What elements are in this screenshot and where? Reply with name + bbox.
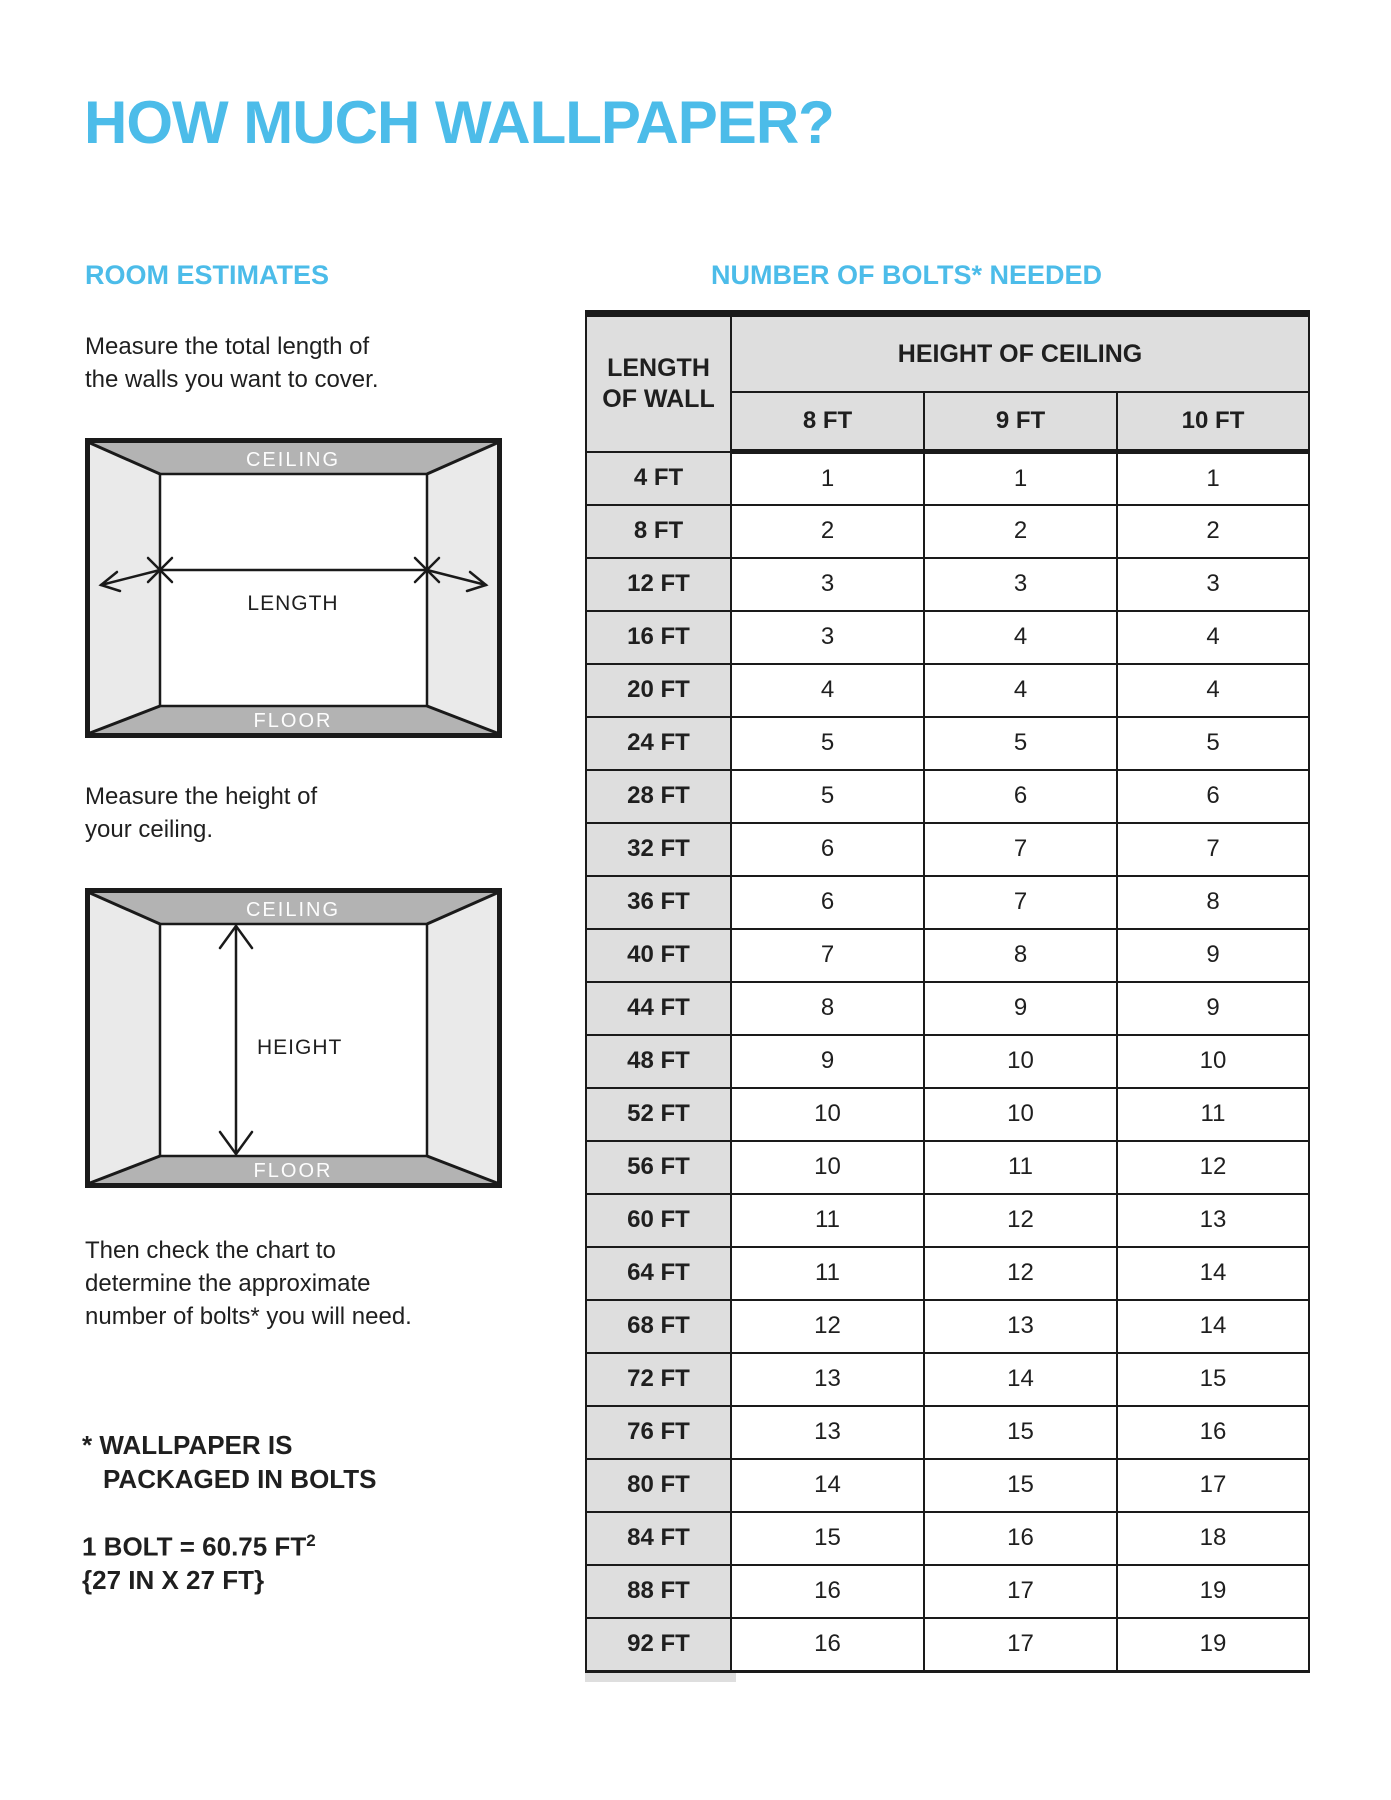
wall-length-cell: 44 FT — [586, 982, 731, 1035]
instruction-height-line1: Measure the height of — [85, 783, 318, 810]
bolt-count-cell: 1 — [731, 452, 924, 505]
wall-length-cell: 76 FT — [586, 1406, 731, 1459]
bolt-count-cell: 11 — [1117, 1088, 1309, 1141]
bolt-count-cell: 4 — [731, 664, 924, 717]
bolt-count-cell: 15 — [924, 1459, 1117, 1512]
length-diagram — [85, 438, 502, 738]
bolt-count-cell: 14 — [924, 1353, 1117, 1406]
bolt-count-cell: 5 — [731, 770, 924, 823]
table-row — [586, 876, 1309, 929]
bolt-count-cell: 15 — [1117, 1353, 1309, 1406]
table-row — [586, 717, 1309, 770]
bolt-count-cell: 8 — [731, 982, 924, 1035]
instruction-chart — [85, 1234, 412, 1333]
bolt-count-cell: 10 — [731, 1141, 924, 1194]
table-row — [586, 1247, 1309, 1300]
instruction-height-line2: your ceiling. — [85, 816, 214, 843]
length-of-wall-line2: OF WALL — [602, 384, 715, 413]
bolt-count-cell: 19 — [1117, 1565, 1309, 1618]
table-row — [586, 1141, 1309, 1194]
footnote-line1 — [82, 1428, 376, 1462]
bolt-equation-line — [82, 1524, 316, 1564]
bolt-count-cell: 12 — [924, 1194, 1117, 1247]
instruction-length — [85, 330, 378, 396]
column-header-8ft: 8 FT — [731, 392, 924, 452]
bolt-count-cell: 6 — [924, 770, 1117, 823]
bolt-count-cell: 10 — [924, 1035, 1117, 1088]
bolt-count-cell: 7 — [1117, 823, 1309, 876]
bolt-count-cell: 9 — [924, 982, 1117, 1035]
bolt-count-cell: 8 — [924, 929, 1117, 982]
bolt-count-cell: 16 — [924, 1512, 1117, 1565]
bolt-count-cell: 11 — [924, 1141, 1117, 1194]
wall-length-cell: 20 FT — [586, 664, 731, 717]
bolt-count-cell: 5 — [924, 717, 1117, 770]
bolt-count-cell: 4 — [924, 664, 1117, 717]
right-wall — [427, 443, 497, 733]
instruction-length-line2: the walls you want to cover. — [85, 366, 379, 393]
height-label: HEIGHT — [257, 1036, 343, 1059]
room-estimates-heading: ROOM ESTIMATES — [85, 260, 330, 290]
bolt-count-cell: 5 — [1117, 717, 1309, 770]
wall-length-cell: 32 FT — [586, 823, 731, 876]
table-row — [586, 1035, 1309, 1088]
bolts-footnote — [82, 1428, 376, 1496]
bolt-count-cell: 15 — [924, 1406, 1117, 1459]
length-of-wall-line1: LENGTH — [607, 353, 710, 382]
wall-length-cell: 56 FT — [586, 1141, 731, 1194]
bolt-count-cell: 14 — [1117, 1247, 1309, 1300]
bolt-table-body — [586, 452, 1309, 1672]
bolt-definition — [82, 1524, 316, 1597]
bolt-count-cell: 18 — [1117, 1512, 1309, 1565]
table-row — [586, 929, 1309, 982]
bolt-count-cell: 11 — [731, 1194, 924, 1247]
length-of-wall-header — [586, 314, 731, 452]
table-row — [586, 1512, 1309, 1565]
bolt-count-cell: 3 — [1117, 558, 1309, 611]
table-row — [586, 1300, 1309, 1353]
table-row — [586, 1406, 1309, 1459]
wall-length-cell: 8 FT — [586, 505, 731, 558]
wall-length-cell: 28 FT — [586, 770, 731, 823]
wall-length-cell: 64 FT — [586, 1247, 731, 1300]
bolt-table-container — [585, 310, 1308, 1682]
bolt-count-cell: 10 — [731, 1088, 924, 1141]
bolt-table-head — [586, 314, 1309, 452]
bolt-count-cell: 12 — [731, 1300, 924, 1353]
column-header-9ft: 9 FT — [924, 392, 1117, 452]
bolt-count-cell: 12 — [924, 1247, 1117, 1300]
wall-length-cell: 40 FT — [586, 929, 731, 982]
bolt-count-cell: 10 — [1117, 1035, 1309, 1088]
length-label: LENGTH — [247, 592, 339, 615]
bolt-count-cell: 11 — [731, 1247, 924, 1300]
wall-length-cell: 80 FT — [586, 1459, 731, 1512]
bolt-count-cell: 1 — [1117, 452, 1309, 505]
wall-length-cell: 48 FT — [586, 1035, 731, 1088]
table-row — [586, 823, 1309, 876]
bolt-count-cell: 3 — [731, 558, 924, 611]
table-row — [586, 505, 1309, 558]
instruction-chart-line1: Then check the chart to — [85, 1237, 336, 1264]
bolt-equation: 1 BOLT = 60.75 FT — [82, 1531, 307, 1562]
wall-length-cell: 84 FT — [586, 1512, 731, 1565]
bolt-count-cell: 6 — [731, 876, 924, 929]
instruction-chart-line2: determine the approximate — [85, 1270, 371, 1297]
instruction-chart-line3: number of bolts* you will need. — [85, 1303, 412, 1330]
page-title: HOW MUCH WALLPAPER? — [84, 89, 834, 156]
height-diagram — [85, 888, 502, 1188]
bolt-count-cell: 12 — [1117, 1141, 1309, 1194]
bolt-count-cell: 13 — [924, 1300, 1117, 1353]
wall-length-cell: 4 FT — [586, 452, 731, 505]
table-row — [586, 1459, 1309, 1512]
bolt-count-cell: 8 — [1117, 876, 1309, 929]
bolt-count-cell: 14 — [731, 1459, 924, 1512]
bolt-count-cell: 13 — [1117, 1194, 1309, 1247]
bolt-count-cell: 19 — [1117, 1618, 1309, 1672]
ceiling-label: CEILING — [245, 449, 341, 471]
bolt-count-cell: 6 — [1117, 770, 1309, 823]
bolt-count-cell: 2 — [731, 505, 924, 558]
bolt-count-cell: 4 — [924, 611, 1117, 664]
bolt-count-cell: 9 — [1117, 982, 1309, 1035]
wall-length-cell: 72 FT — [586, 1353, 731, 1406]
bolt-count-cell: 2 — [924, 505, 1117, 558]
wall-column-tail — [585, 1673, 736, 1682]
wall-length-cell: 88 FT — [586, 1565, 731, 1618]
right-wall — [427, 893, 497, 1183]
column-header-10ft: 10 FT — [1117, 392, 1309, 452]
wall-length-cell: 12 FT — [586, 558, 731, 611]
bolt-count-cell: 17 — [924, 1565, 1117, 1618]
back-wall — [160, 474, 427, 706]
table-row — [586, 1618, 1309, 1672]
bolt-count-cell: 7 — [924, 876, 1117, 929]
bolt-count-cell: 1 — [924, 452, 1117, 505]
wall-length-cell: 60 FT — [586, 1194, 731, 1247]
wall-length-cell: 36 FT — [586, 876, 731, 929]
bolt-count-cell: 4 — [1117, 611, 1309, 664]
table-row — [586, 558, 1309, 611]
bolt-count-cell: 15 — [731, 1512, 924, 1565]
ceiling-label: CEILING — [245, 899, 341, 921]
bolt-count-cell: 7 — [924, 823, 1117, 876]
bolt-dimensions: {27 IN X 27 FT} — [82, 1564, 265, 1595]
table-row — [586, 770, 1309, 823]
bolt-count-cell: 3 — [924, 558, 1117, 611]
left-wall — [90, 443, 160, 733]
table-row — [586, 452, 1309, 505]
footnote-text2: PACKAGED IN BOLTS — [103, 1464, 377, 1494]
wall-length-cell: 92 FT — [586, 1618, 731, 1672]
table-row — [586, 664, 1309, 717]
bolt-count-cell: 9 — [1117, 929, 1309, 982]
bolts-needed-heading: NUMBER OF BOLTS* NEEDED — [711, 260, 1103, 290]
bolt-count-cell: 16 — [731, 1565, 924, 1618]
wall-length-cell: 16 FT — [586, 611, 731, 664]
height-of-ceiling-header: HEIGHT OF CEILING — [731, 314, 1309, 393]
bolt-count-cell: 6 — [731, 823, 924, 876]
bolt-count-cell: 13 — [731, 1406, 924, 1459]
instruction-length-line1: Measure the total length of — [85, 333, 370, 360]
bolt-count-cell: 10 — [924, 1088, 1117, 1141]
floor-label: FLOOR — [253, 1160, 333, 1182]
table-row — [586, 1088, 1309, 1141]
table-row — [586, 982, 1309, 1035]
bolt-count-cell: 5 — [731, 717, 924, 770]
wall-length-cell: 52 FT — [586, 1088, 731, 1141]
floor-label: FLOOR — [253, 710, 333, 732]
bolt-count-cell: 4 — [1117, 664, 1309, 717]
bolt-table — [585, 310, 1310, 1673]
table-row — [586, 611, 1309, 664]
left-wall — [90, 893, 160, 1183]
bolt-count-cell: 17 — [924, 1618, 1117, 1672]
table-row — [586, 1565, 1309, 1618]
bolt-count-cell: 3 — [731, 611, 924, 664]
wall-length-cell: 24 FT — [586, 717, 731, 770]
instruction-height — [85, 780, 317, 846]
asterisk-marker: * — [82, 1430, 93, 1460]
bolt-count-cell: 9 — [731, 1035, 924, 1088]
table-row — [586, 1194, 1309, 1247]
table-row — [586, 1353, 1309, 1406]
bolt-count-cell: 16 — [731, 1618, 924, 1672]
wall-length-cell: 68 FT — [586, 1300, 731, 1353]
bolt-count-cell: 14 — [1117, 1300, 1309, 1353]
bolt-count-cell: 16 — [1117, 1406, 1309, 1459]
bolt-count-cell: 7 — [731, 929, 924, 982]
footnote-text1: WALLPAPER IS — [99, 1430, 293, 1460]
bolt-count-cell: 17 — [1117, 1459, 1309, 1512]
bolt-count-cell: 13 — [731, 1353, 924, 1406]
bolt-count-cell: 2 — [1117, 505, 1309, 558]
bolt-exponent: 2 — [306, 1531, 316, 1550]
